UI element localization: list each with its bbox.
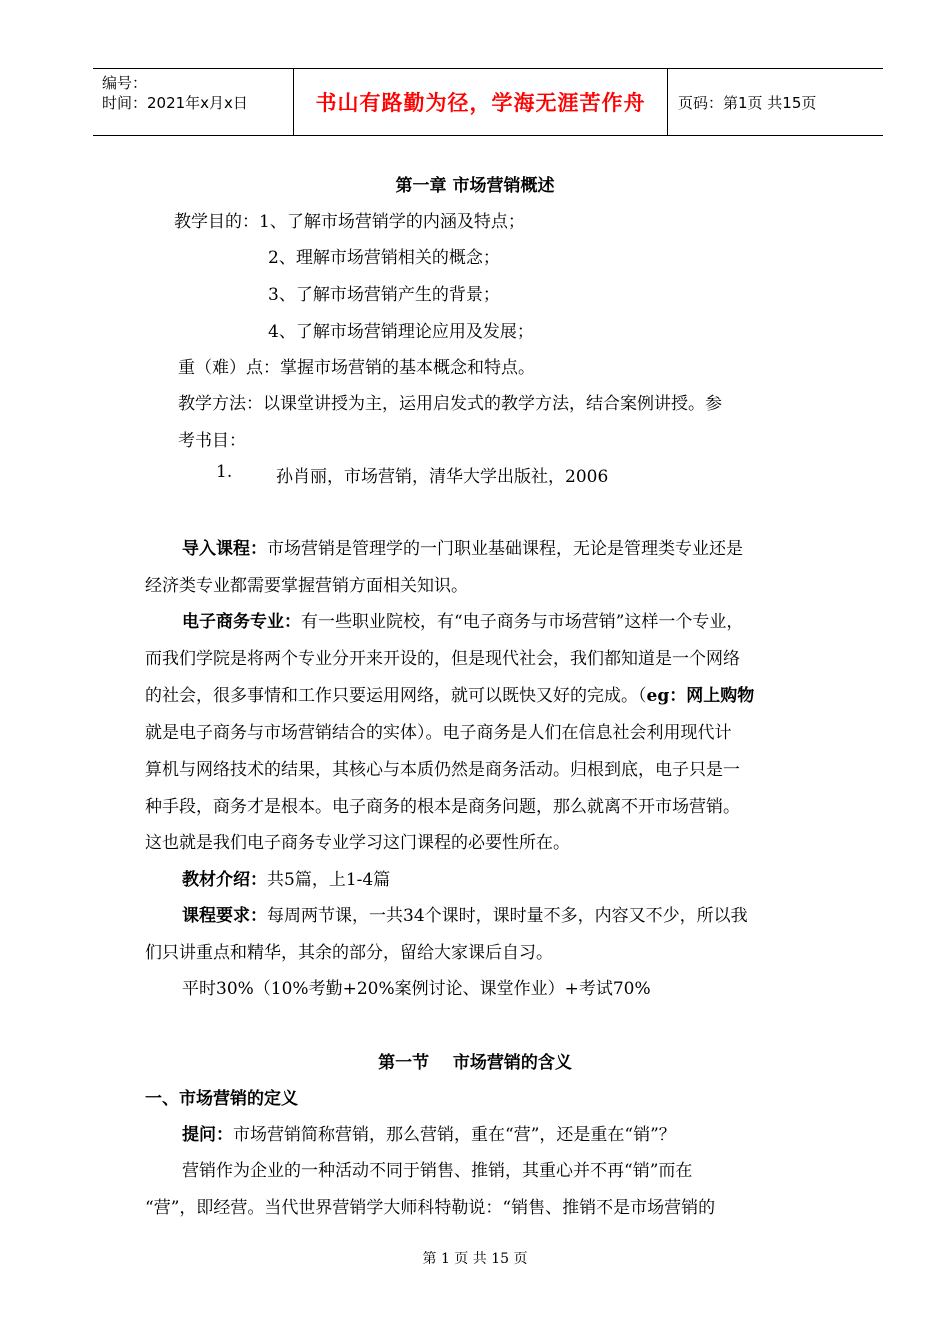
question-paragraph [182, 1120, 676, 1145]
ecommerce-paragraph-line2: 而我们学院是将两个专业分开来开设的，但是现代社会，我们都知道是一个网络 [145, 649, 740, 669]
ecommerce-paragraph-line4: 就是电子商务与市场营销结合的实体）。电子商务是人们在信息社会利用现代计 [145, 723, 732, 743]
teaching-method-line2: 考书目： [178, 431, 246, 451]
question-label: 提问： [182, 1125, 233, 1145]
requirements-label: 课程要求： [182, 906, 267, 926]
intro-paragraph-line1 [182, 534, 743, 559]
page-footer: 第 1 页 共 15 页 [422, 1251, 528, 1267]
ecommerce-text: 有一些职业院校，有“电子商务与市场营销”这样一个专业， [301, 612, 744, 632]
reference-text: 孙肖丽，市场营销，清华大学出版社，2006 [276, 467, 609, 487]
chapter-title: 第一章 市场营销概述 [395, 176, 555, 196]
textbook-text: 共5篇，上1-4篇 [267, 870, 391, 890]
question-text: 市场营销简称营销，那么营销，重在“营”，还是重在“销”？ [233, 1125, 676, 1145]
textbook-label: 教材介绍： [182, 870, 267, 890]
definition-paragraph-line1: 营销作为企业的一种活动不同于销售、推销，其重心并不再“销”而在 [182, 1161, 693, 1181]
ecommerce-paragraph-line1 [182, 607, 743, 632]
intro-text: 市场营销是管理学的一门职业基础课程，无论是管理类专业还是 [267, 539, 743, 559]
grading-scheme: 平时30%（10%考勤+20%案例讨论、课堂作业）+考试70% [182, 979, 651, 999]
objective-item-1: 教学目的：1、了解市场营销学的内涵及特点； [174, 212, 525, 232]
ecommerce-example: eg：网上购物 [646, 686, 755, 706]
header-info-cell [93, 69, 294, 135]
page-header [93, 68, 883, 136]
objective-item-2: 2、理解市场营销相关的概念； [268, 248, 500, 268]
ecommerce-paragraph-line5: 算机与网络技术的结果，其核心与本质仍然是商务活动。归根到底，电子只是一 [145, 760, 740, 780]
objective-item-3: 3、了解市场营销产生的背景； [268, 285, 500, 305]
document-number-label: 编号： [102, 74, 148, 92]
objective-item-4: 4、了解市场营销理论应用及发展； [268, 322, 534, 342]
definition-paragraph-line2: “营”，即经营。当代世界营销学大师科特勒说：“销售、推销不是市场营销的 [145, 1198, 716, 1218]
ecommerce-paragraph-line6: 种手段，商务才是根本。电子商务的根本是商务问题，那么就离不开市场营销。 [145, 797, 740, 817]
header-motto-cell [294, 69, 668, 135]
requirements-text: 每周两节课，一共34个课时，课时量不多，内容又不少，所以我 [267, 906, 748, 926]
teaching-method-line1: 教学方法：以课堂讲授为主，运用启发式的教学方法，结合案例讲授。参 [178, 394, 722, 414]
header-page-info: 页码：第1页 共15页 [678, 93, 817, 112]
intro-label: 导入课程： [182, 539, 267, 559]
header-motto: 书山有路勤为径，学海无涯苦作舟 [315, 90, 646, 115]
ecommerce-paragraph-line3 [145, 681, 754, 706]
requirements-line2: 们只讲重点和精华，其余的部分，留给大家课后自习。 [145, 943, 553, 963]
section-title: 第一节 市场营销的含义 [378, 1053, 572, 1073]
requirements-line1 [182, 901, 748, 926]
ecommerce-label: 电子商务专业： [182, 612, 301, 632]
ecommerce-paragraph-line7: 这也就是我们电子商务专业学习这门课程的必要性所在。 [145, 833, 570, 853]
subsection-title: 一、市场营销的定义 [145, 1089, 298, 1109]
textbook-intro [182, 865, 390, 890]
reference-number: 1. [216, 462, 233, 482]
intro-paragraph-line2: 经济类专业都需要掌握营销方面相关知识。 [145, 576, 468, 596]
document-time: 时间：2021年x月x日 [102, 94, 248, 112]
ecommerce-line3-text: 的社会，很多事情和工作只要运用网络，就可以既快又好的完成。（ [145, 686, 647, 706]
key-points: 重（难）点：掌握市场营销的基本概念和特点。 [178, 358, 535, 378]
